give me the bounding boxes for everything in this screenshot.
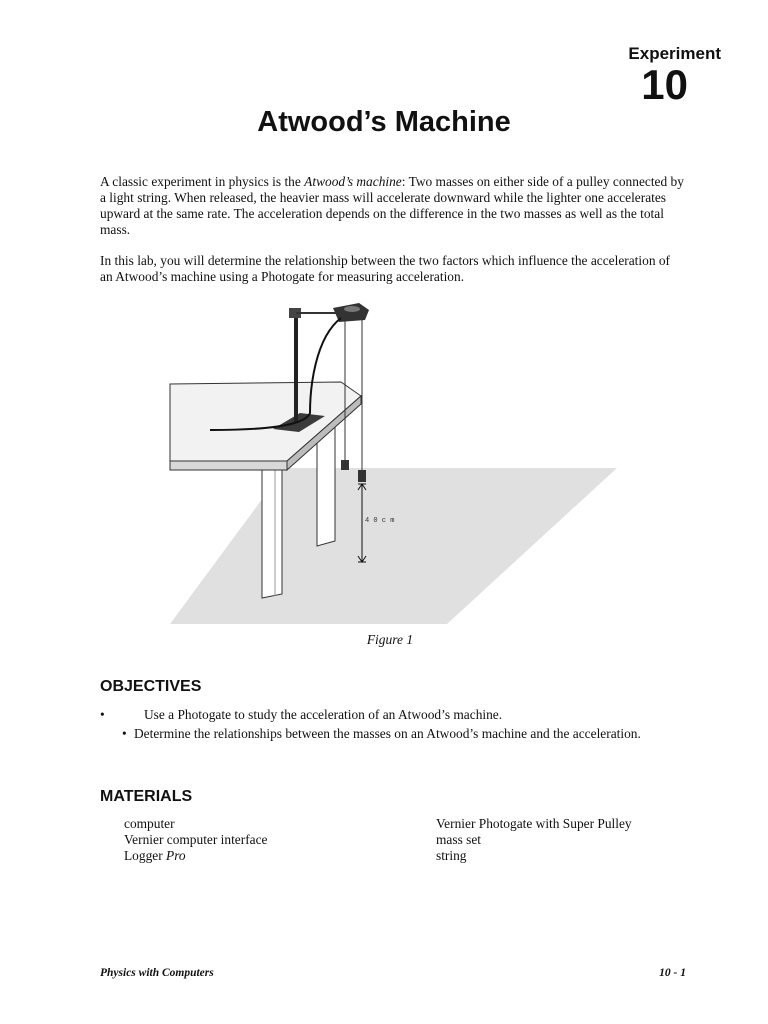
- mass-left: [341, 460, 349, 470]
- material-item: Vernier computer interface: [124, 832, 268, 847]
- materials-list-left: [124, 816, 268, 864]
- objective-text: Determine the relationships between the masses on an Atwood’s machine and the acceleration.: [134, 726, 641, 741]
- footer-page-number: 10 - 1: [659, 967, 686, 979]
- footer-book-title: Physics with Computers: [100, 967, 214, 979]
- material-item: string: [436, 848, 467, 863]
- floor-shadow: [170, 468, 617, 624]
- objectives-heading: OBJECTIVES: [100, 678, 202, 695]
- objective-item: [100, 707, 503, 723]
- material-item: Logger Pro: [124, 848, 186, 863]
- stand-rod: [294, 312, 298, 422]
- experiment-label: Experiment: [628, 44, 721, 63]
- objective-text: Use a Photogate to study the acceleration of an Atwood’s machine.: [144, 707, 503, 722]
- bullet: •: [122, 726, 127, 741]
- materials-heading: MATERIALS: [100, 788, 193, 805]
- table-edge: [170, 461, 287, 470]
- atwood-machine-figure: [165, 298, 625, 630]
- intro-paragraph-2: In this lab, you will determine the relationship between the two factors which influence the acceleration of an Atwood’s machine using a Photogate for measuring acceleration.: [100, 253, 671, 284]
- experiment-number: 10: [641, 61, 688, 108]
- materials-list-right: [436, 816, 632, 864]
- objective-item: [122, 726, 642, 742]
- material-item: computer: [124, 816, 175, 831]
- material-item: Vernier Photogate with Super Pulley: [436, 816, 632, 831]
- figure-caption: Figure 1: [366, 632, 414, 647]
- intro-paragraph-1: A classic experiment in physics is the Atwood’s machine: Two masses on either side of a pulley connected by a light string. When released, the heavier mass will accelerate downward while the lighter one accelerates upward at the same rate. The acceleration depends on the difference in the two masses as well as the total mass.: [100, 174, 684, 237]
- atwood-term: Atwood’s machine: [304, 174, 402, 189]
- page-title: Atwood’s Machine: [257, 106, 511, 138]
- material-item: mass set: [436, 832, 482, 847]
- table-leg-front: [262, 462, 282, 598]
- bullet: •: [100, 707, 105, 722]
- distance-label: 4 0 c m: [365, 517, 395, 525]
- mass-right: [358, 470, 366, 482]
